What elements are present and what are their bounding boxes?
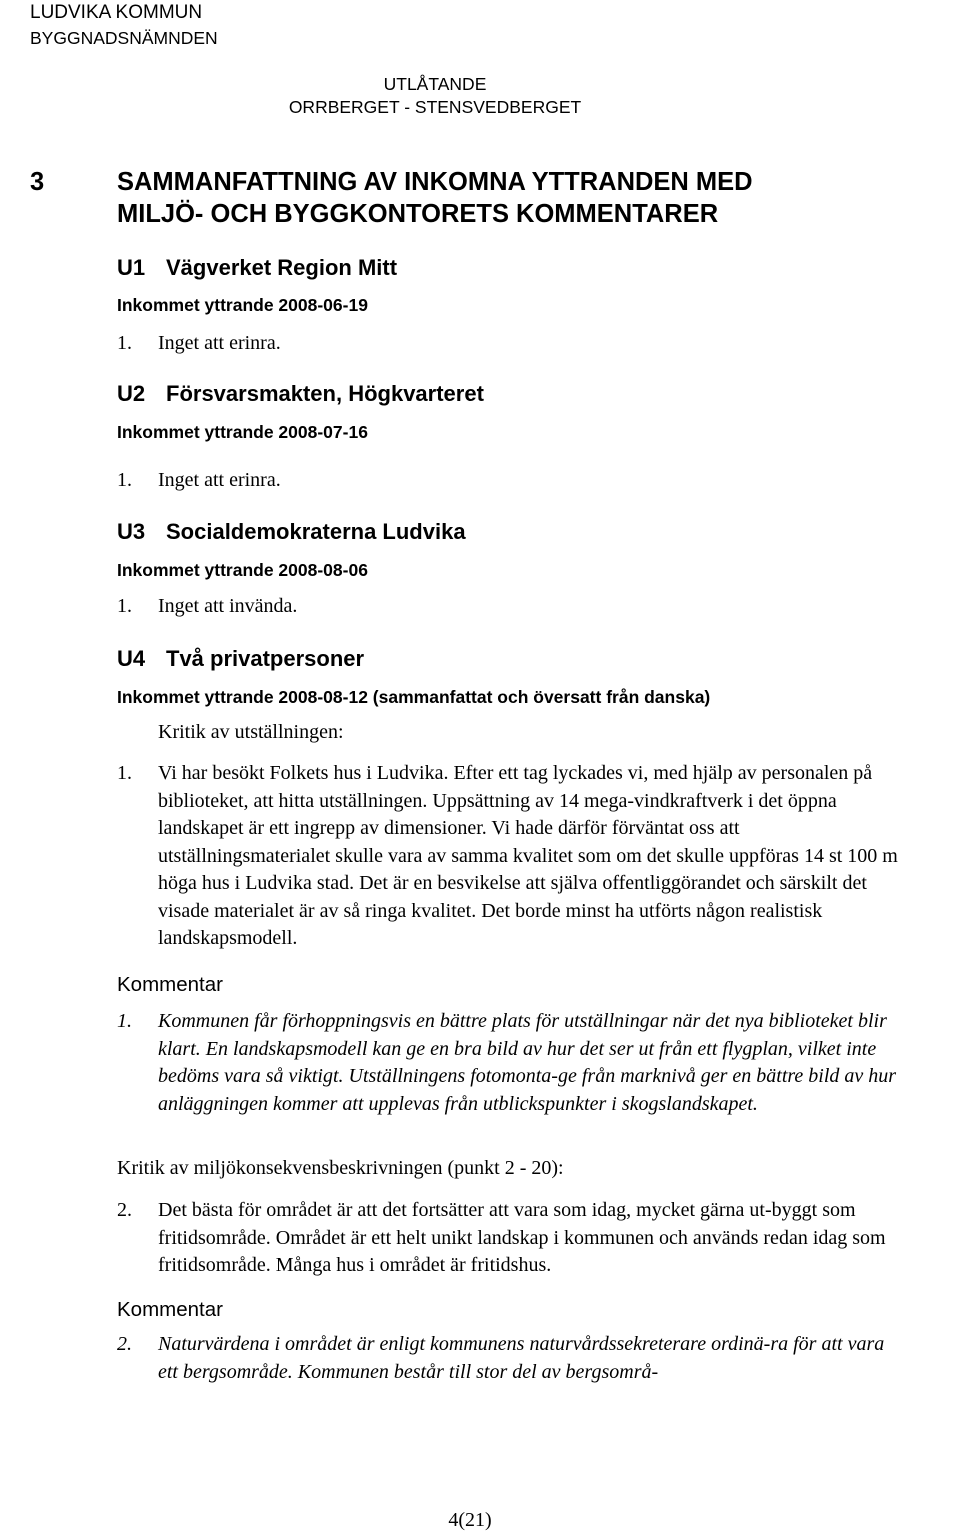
u4-comment2-heading: Kommentar xyxy=(117,1298,223,1321)
u1-code: U1 xyxy=(117,255,146,280)
org-name: LUDVIKA KOMMUN xyxy=(30,2,203,23)
u4-received: Inkommet yttrande 2008-08-12 (sammanfattat och översatt från danska) xyxy=(117,687,711,707)
u3-item-text: Inget att invända. xyxy=(158,595,298,617)
document-title: ORRBERGET - STENSVEDBERGET xyxy=(288,97,582,117)
u3-received: Inkommet yttrande 2008-08-06 xyxy=(117,560,368,580)
u4-item2-text: Det bästa för området är att det fortsätter att vara som idag, mycket gärna ut-byggt som fritidsområde. Området är ett helt unikt landskap i kommunen och används redan idag som fritidsområde. Många hus i området är fritidshus. xyxy=(158,1199,886,1276)
u2-received: Inkommet yttrande 2008-07-16 xyxy=(117,422,368,442)
u4-critique-item-1 xyxy=(117,760,907,953)
u4-item2-number: 2. xyxy=(117,1199,132,1221)
u4-comment1-heading: Kommentar xyxy=(117,973,223,996)
u2-name: Försvarsmakten, Högkvarteret xyxy=(166,381,484,406)
u4-critique2-heading: Kritik av miljökonsekvensbeskrivningen (punkt 2 - 20): xyxy=(117,1157,564,1179)
u2-code: U2 xyxy=(117,381,146,406)
u1-received: Inkommet yttrande 2008-06-19 xyxy=(117,295,368,315)
department-name: BYGGNADSNÄMNDEN xyxy=(30,28,218,48)
u4-critique-item-2 xyxy=(117,1197,907,1280)
u4-comment-item-1 xyxy=(117,1008,907,1118)
u1-item-number: 1. xyxy=(117,332,132,354)
u3-item-number: 1. xyxy=(117,595,132,617)
section-number: 3 xyxy=(30,168,45,196)
u4-item1-text: Vi har besökt Folkets hus i Ludvika. Efter ett tag lyckades vi, med hjälp av personalen på biblioteket, att hitta utställningen. Uppsättning av 14 mega-vindkraftverk i det öppna landskapet är ett ingrepp av dimensioner. Vi hade därför förväntat oss att utställningsmaterialet skulle vara av samma kvalitet som om det skulle uppföras 14 st 100 m höga hus i Ludvika stad. Det är en besvikelse att själva offentliggörandet och särskilt det visade materialet är av så ringa kvalitet. Det borde minst ha utförts någon realistisk landskapsmodell. xyxy=(158,762,898,949)
u4-name: Två privatpersoner xyxy=(166,646,365,671)
u1-name: Vägverket Region Mitt xyxy=(166,255,398,280)
document-type: UTLÅTANDE xyxy=(383,74,487,94)
section-title-line1: SAMMANFATTNING AV INKOMNA YTTRANDEN MED xyxy=(117,168,753,196)
u2-item-text: Inget att erinra. xyxy=(158,469,281,491)
u4-comment2-number: 2. xyxy=(117,1333,132,1355)
u4-critique-heading: Kritik av utställningen: xyxy=(158,721,344,743)
u1-item-text: Inget att erinra. xyxy=(158,332,281,354)
page-number: 4(21) xyxy=(448,1509,492,1531)
u4-comment-item-2 xyxy=(117,1331,907,1386)
u4-comment2-text: Naturvärdena i området är enligt kommunens naturvårdssekreterare ordinä-ra för att vara ett bergsområde. Kommunen består till stor del av bergsområ- xyxy=(158,1333,885,1383)
section-title-line2: MILJÖ- OCH BYGGKONTORETS KOMMENTARER xyxy=(117,200,719,228)
u2-item-number: 1. xyxy=(117,469,132,491)
u4-item1-number: 1. xyxy=(117,762,132,784)
u3-name: Socialdemokraterna Ludvika xyxy=(166,519,466,544)
u4-comment1-number: 1. xyxy=(117,1010,132,1032)
u4-comment1-text: Kommunen får förhoppningsvis en bättre plats för utställningar när det nya biblioteket blir klart. En landskapsmodell kan ge en bra bild av hur det ser ut från ett flygplan, vilket inte bedöms vara så viktigt. Utställningens fotomonta-ge från marknivå ger en bättre bild av hur anläggningen kommer att upplevas från utblickspunkter i skogslandskapet. xyxy=(158,1010,897,1115)
u4-code: U4 xyxy=(117,646,146,671)
u3-code: U3 xyxy=(117,519,146,544)
